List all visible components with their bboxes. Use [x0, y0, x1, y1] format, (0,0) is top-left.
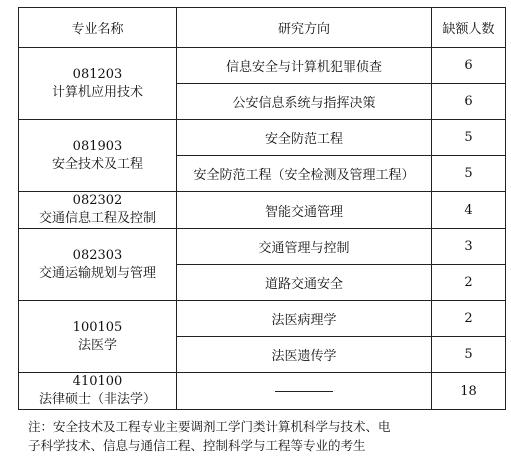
table-body: [19, 48, 506, 410]
direction-cell: 公安信息系统与指挥决策: [177, 84, 432, 120]
major-cell: [19, 192, 177, 229]
footnote: [28, 417, 498, 455]
footnote-line-2: 子科学技术、信息与通信工程、控制科学与工程等专业的考生: [28, 438, 366, 453]
header-direction: 研究方向: [177, 8, 432, 48]
direction-cell: 法医遗传学: [177, 337, 432, 373]
direction-cell: 安全防范工程（安全检测及管理工程）: [177, 156, 432, 192]
major-code: 082302: [72, 193, 123, 208]
direction-cell: 法医病理学: [177, 301, 432, 337]
major-code: 081903: [72, 138, 123, 154]
major-cell: [19, 48, 177, 120]
direction-cell: [177, 373, 432, 410]
footnote-line-1: 注：安全技术及工程专业主要调剂工学门类计算机科学与技术、电: [28, 419, 391, 434]
major-cell: [19, 301, 177, 373]
major-code: 410100: [72, 374, 123, 389]
major-name: 计算机应用技术: [51, 84, 143, 100]
count-cell: 6: [432, 48, 506, 84]
major-cell: [19, 120, 177, 192]
table-row: [19, 373, 506, 410]
major-cell: [19, 229, 177, 301]
count-cell: 4: [432, 192, 506, 229]
count-cell: 5: [432, 120, 506, 156]
quota-table: [18, 7, 506, 410]
direction-cell: 交通管理与控制: [177, 229, 432, 265]
direction-cell: 道路交通安全: [177, 265, 432, 301]
major-code: 100105: [72, 319, 123, 335]
count-cell: 5: [432, 156, 506, 192]
direction-cell: 智能交通管理: [177, 192, 432, 229]
table-row: [19, 120, 506, 156]
empty-dash: [275, 391, 333, 392]
count-cell: 2: [432, 265, 506, 301]
header-row: [19, 8, 506, 48]
major-name: 交通信息工程及控制: [38, 211, 156, 226]
count-cell: 18: [432, 373, 506, 410]
table-row: [19, 48, 506, 84]
header-major: 专业名称: [19, 8, 177, 48]
major-code: 081203: [72, 66, 123, 82]
header-count: 缺额人数: [432, 8, 506, 48]
major-name: 法医学: [77, 337, 117, 353]
table-row: [19, 229, 506, 265]
major-name: 法律硕士（非法学）: [38, 392, 156, 407]
count-cell: 5: [432, 337, 506, 373]
major-name: 交通运输规划与管理: [38, 265, 156, 281]
major-code: 082303: [72, 247, 123, 263]
table-row: [19, 192, 506, 229]
table-row: [19, 301, 506, 337]
major-name: 安全技术及工程: [51, 156, 143, 172]
count-cell: 6: [432, 84, 506, 120]
count-cell: 2: [432, 301, 506, 337]
direction-cell: 安全防范工程: [177, 120, 432, 156]
major-cell: [19, 373, 177, 410]
direction-cell: 信息安全与计算机犯罪侦查: [177, 48, 432, 84]
count-cell: 3: [432, 229, 506, 265]
